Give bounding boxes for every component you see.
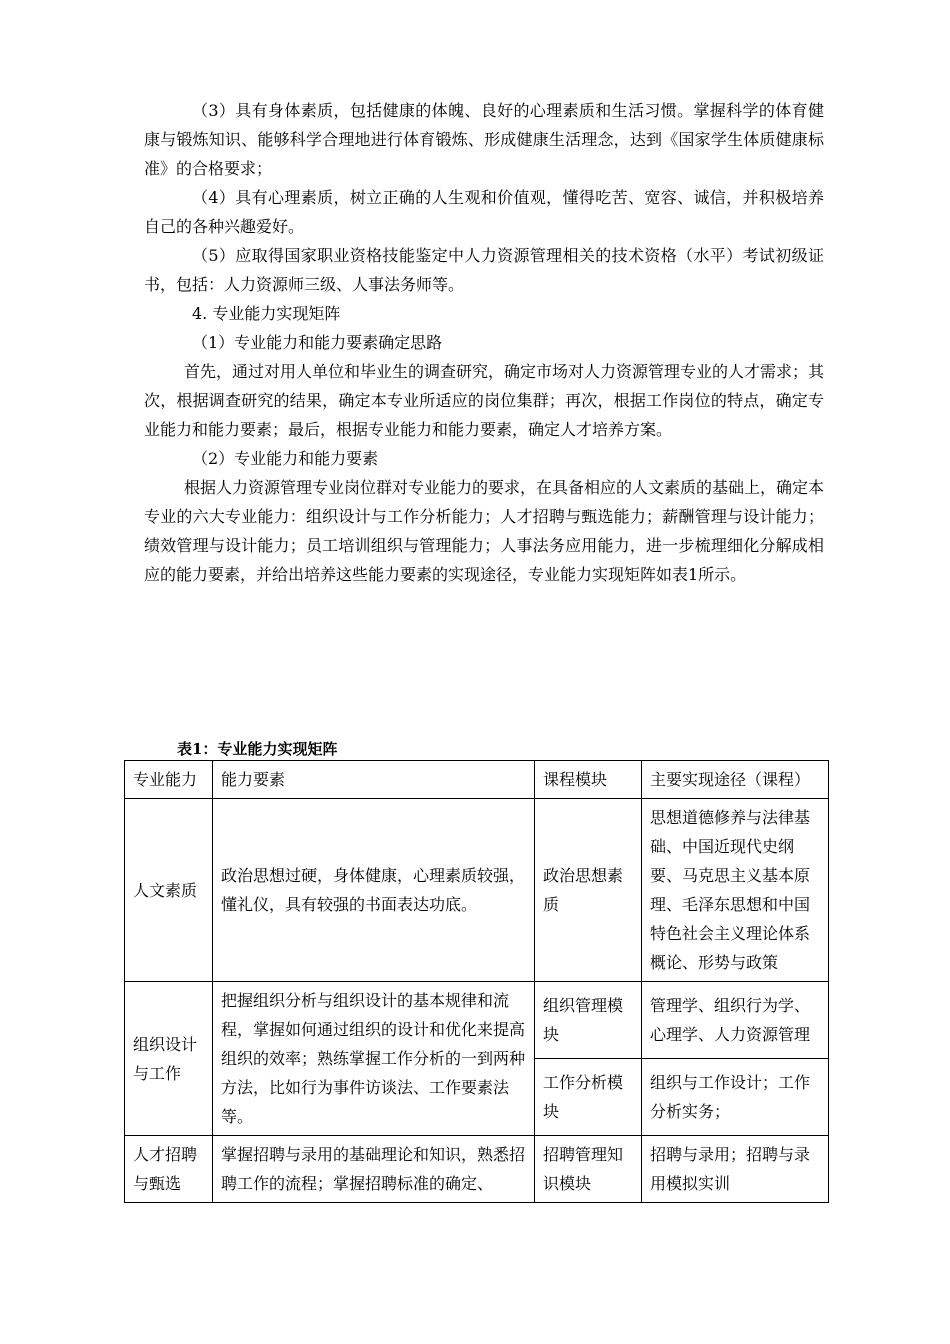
section-heading-ability-matrix: 4. 专业能力实现矩阵: [192, 304, 341, 323]
table-row: [125, 982, 829, 1059]
cell-module: 组织管理模块: [535, 982, 642, 1059]
table-caption: 表1：专业能力实现矩阵: [177, 740, 338, 758]
cell-courses: 组织与工作设计；工作分析实务；: [642, 1059, 829, 1136]
header-ability: 专业能力: [125, 761, 213, 799]
cell-ability: 人文素质: [125, 799, 213, 982]
cell-module: 招聘管理知识模块: [535, 1136, 642, 1203]
header-module: 课程模块: [535, 761, 642, 799]
subheading-ability-elements: （2）专业能力和能力要素: [192, 449, 379, 468]
cell-elements: 政治思想过硬，身体健康，心理素质较强，懂礼仪，具有较强的书面表达功底。: [213, 799, 535, 982]
paragraph-physical-quality: （3）具有身体素质，包括健康的体魄、良好的心理素质和生活习惯。掌握科学的体育健康与锻炼知识、能够科学合理地进行体育锻炼、形成健康生活理念，达到《国家学生体质健康标准》的合格要求；: [144, 101, 824, 178]
ability-matrix-table: [124, 760, 829, 1203]
paragraph-approach: 首先，通过对用人单位和毕业生的调查研究，确定市场对人力资源管理专业的人才需求；其次，根据调查研究的结果，确定本专业所适应的岗位集群；再次，根据工作岗位的特点，确定专业能力和能力要素；最后，根据专业能力和能力要素，确定人才培养方案。: [144, 362, 825, 439]
subheading-approach: （1）专业能力和能力要素确定思路: [192, 333, 443, 352]
paragraph-certificate: （5）应取得国家职业资格技能鉴定中人力资源管理相关的技术资格（水平）考试初级证书，包括：人力资源师三级、人事法务师等。: [144, 246, 824, 294]
cell-module: 工作分析模块: [535, 1059, 642, 1136]
paragraph-psychological-quality: （4）具有心理素质，树立正确的人生观和价值观，懂得吃苦、宽容、诚信，并积极培养自己的各种兴趣爱好。: [144, 188, 824, 236]
cell-elements: 掌握招聘与录用的基础理论和知识，熟悉招聘工作的流程；掌握招聘标准的确定、: [213, 1136, 535, 1203]
cell-module: 政治思想素质: [535, 799, 642, 982]
cell-ability: 组织设计与工作: [125, 982, 213, 1136]
header-elements: 能力要素: [213, 761, 535, 799]
cell-ability: 人才招聘与甄选: [125, 1136, 213, 1203]
table-row: [125, 1136, 829, 1203]
table-header-row: [125, 761, 829, 799]
cell-courses: 管理学、组织行为学、心理学、人力资源管理: [642, 982, 829, 1059]
cell-elements: 把握组织分析与组织设计的基本规律和流程，掌握如何通过组织的设计和优化来提高组织的效率；熟练掌握工作分析的一到两种方法，比如行为事件访谈法、工作要素法等。: [213, 982, 535, 1136]
paragraph-ability-elements: 根据人力资源管理专业岗位群对专业能力的要求，在具备相应的人文素质的基础上，确定本专业的六大专业能力：组织设计与工作分析能力；人才招聘与甄选能力；薪酬管理与设计能力；绩效管理与设计能力；员工培训组织与管理能力；人事法务应用能力，进一步梳理细化分解成相应的能力要素，并给出培养这些能力要素的实现途径，专业能力实现矩阵如表1所示。: [144, 478, 825, 584]
cell-courses: 招聘与录用；招聘与录用模拟实训: [642, 1136, 829, 1203]
table-row: [125, 799, 829, 982]
cell-courses: 思想道德修养与法律基础、中国近现代史纲要、马克思主义基本原理、毛泽东思想和中国特色社会主义理论体系概论、形势与政策: [642, 799, 829, 982]
body-text: [144, 96, 824, 589]
header-courses: 主要实现途径（课程）: [642, 761, 829, 799]
